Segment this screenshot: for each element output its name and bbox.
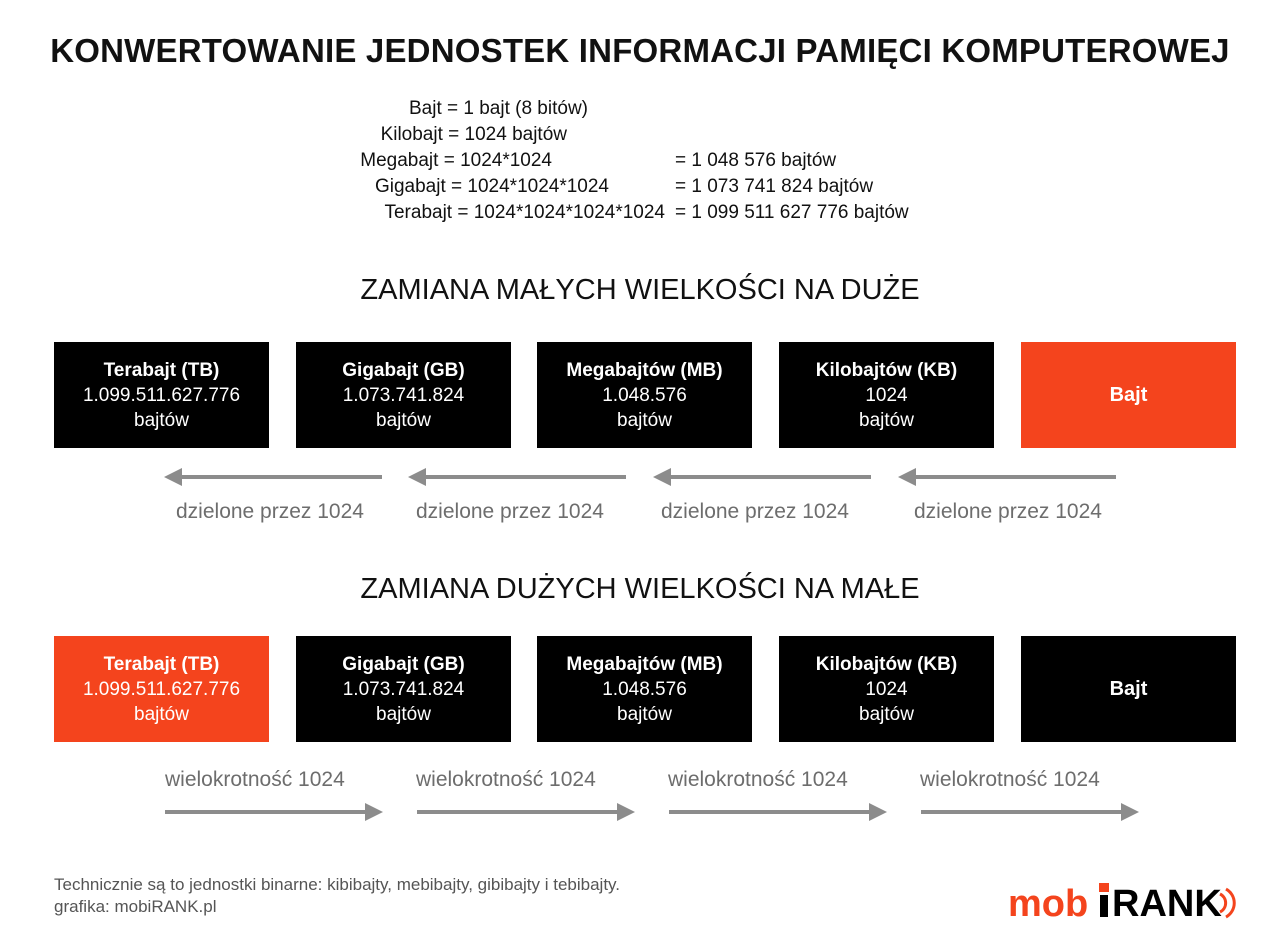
- operation-label: dzielone przez 1024: [914, 500, 1102, 523]
- unit-box-terabyte: [54, 636, 269, 742]
- unit-name: Bajt: [1109, 383, 1148, 406]
- unit-label: bajtów: [376, 409, 431, 431]
- operation-label: dzielone przez 1024: [661, 500, 849, 523]
- unit-box-gigabyte: [296, 636, 511, 742]
- unit-box-megabyte: [537, 342, 752, 448]
- unit-label: bajtów: [617, 409, 672, 431]
- operation-label: wielokrotność 1024: [416, 768, 596, 791]
- definition-gigabyte: Gigabajt = 1024*1024*1024: [374, 176, 609, 197]
- unit-label: bajtów: [134, 703, 189, 725]
- mobirank-logo: [1008, 880, 1240, 924]
- operation-label: wielokrotność 1024: [668, 768, 848, 791]
- unit-label: bajtów: [134, 409, 189, 431]
- unit-label: bajtów: [859, 409, 914, 431]
- unit-box-gigabyte: [296, 342, 511, 448]
- svg-text:RANK: RANK: [1112, 883, 1222, 924]
- unit-value: 1024: [865, 678, 908, 700]
- right-arrow-icon: [165, 803, 383, 821]
- operation-label: wielokrotność 1024: [165, 768, 345, 791]
- unit-box-kilobyte: [779, 342, 994, 448]
- page-title: KONWERTOWANIE JEDNOSTEK INFORMACJI PAMIĘCI KOMPUTEROWEJ: [50, 32, 1230, 69]
- unit-box-megabyte: [537, 636, 752, 742]
- unit-name: Gigabajt (GB): [342, 653, 465, 675]
- definition-terabyte: Terabajt = 1024*1024*1024*1024: [384, 202, 665, 223]
- definition-megabyte-result: = 1 048 576 bajtów: [675, 150, 837, 171]
- unit-value: 1.073.741.824: [342, 384, 465, 406]
- section-small-to-large-title: ZAMIANA MAŁYCH WIELKOŚCI NA DUŻE: [360, 274, 920, 306]
- unit-name: Megabajtów (MB): [566, 359, 723, 381]
- right-arrow-icon: [669, 803, 887, 821]
- unit-name: Kilobajtów (KB): [815, 359, 958, 381]
- unit-value: 1.048.576: [602, 384, 687, 406]
- left-arrow-icon: [898, 468, 1116, 486]
- unit-name: Terabajt (TB): [103, 653, 220, 675]
- unit-label: bajtów: [859, 703, 914, 725]
- unit-value: 1.099.511.627.776: [82, 678, 241, 700]
- operation-label: dzielone przez 1024: [176, 500, 364, 523]
- unit-box-terabyte: [54, 342, 269, 448]
- definition-megabyte: Megabajt = 1024*1024: [360, 150, 552, 171]
- definition-byte: Bajt = 1 bajt (8 bitów): [408, 98, 588, 119]
- right-arrow-icon: [921, 803, 1139, 821]
- unit-name: Megabajtów (MB): [566, 653, 723, 675]
- unit-name: Bajt: [1109, 677, 1148, 700]
- footer-note: Technicznie są to jednostki binarne: kibibajty, mebibajty, gibibajty i tebibajty.: [54, 875, 621, 894]
- operation-label: wielokrotność 1024: [920, 768, 1100, 791]
- unit-label: bajtów: [617, 703, 672, 725]
- unit-name: Terabajt (TB): [103, 359, 220, 381]
- unit-box-kilobyte: [779, 636, 994, 742]
- definition-terabyte-result: = 1 099 511 627 776 bajtów: [675, 202, 909, 223]
- section-large-to-small-title: ZAMIANA DUŻYCH WIELKOŚCI NA MAŁE: [360, 573, 920, 605]
- unit-label: bajtów: [376, 703, 431, 725]
- definition-gigabyte-result: = 1 073 741 824 bajtów: [675, 176, 874, 197]
- definition-kilobyte: Kilobajt = 1024 bajtów: [380, 124, 567, 145]
- unit-value: 1.073.741.824: [342, 678, 465, 700]
- unit-name: Kilobajtów (KB): [815, 653, 958, 675]
- left-arrow-icon: [408, 468, 626, 486]
- unit-value: 1.099.511.627.776: [82, 384, 241, 406]
- right-arrow-icon: [417, 803, 635, 821]
- left-arrow-icon: [653, 468, 871, 486]
- operation-label: dzielone przez 1024: [416, 500, 604, 523]
- unit-box-byte: [1021, 342, 1236, 448]
- unit-value: 1024: [865, 384, 908, 406]
- unit-name: Gigabajt (GB): [342, 359, 465, 381]
- footer-credit: grafika: mobiRANK.pl: [54, 897, 217, 916]
- unit-box-byte: [1021, 636, 1236, 742]
- left-arrow-icon: [164, 468, 382, 486]
- svg-text:mob: mob: [1008, 883, 1089, 924]
- unit-value: 1.048.576: [602, 678, 687, 700]
